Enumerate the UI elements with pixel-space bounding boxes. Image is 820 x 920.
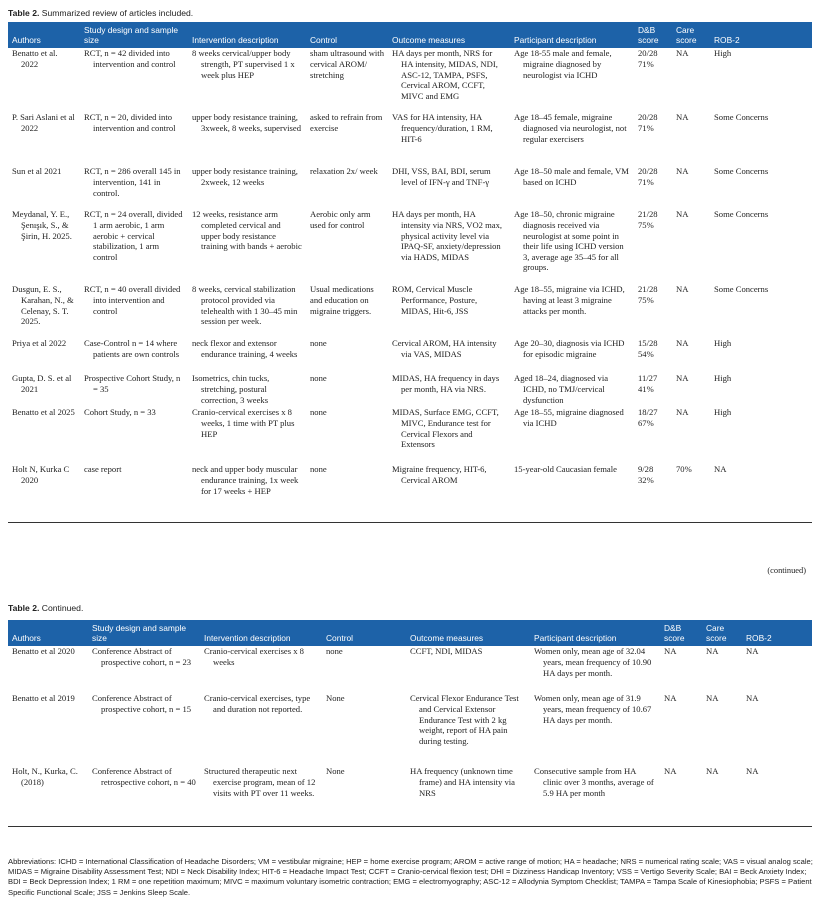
cell-intervention: [188, 338, 306, 373]
column-header-control: Control: [326, 633, 353, 644]
column-header-outcome-measures: Outcome measures: [410, 633, 484, 644]
cell-intervention: [188, 112, 306, 166]
summary-table-continued: [8, 620, 812, 827]
cell-intervention: [200, 646, 322, 693]
cell-text: NA: [664, 693, 677, 704]
cell-text: NA: [676, 407, 689, 418]
cell-text: NA: [676, 166, 689, 177]
cell-text: 18/27 67%: [638, 407, 658, 428]
cell-study-design: [80, 338, 188, 373]
table-row: [8, 338, 812, 373]
cell-study-design: [80, 464, 188, 522]
cell-study-design: [88, 646, 200, 693]
cell-study-design: [88, 693, 200, 766]
cell-rob2: [710, 209, 812, 284]
cell-rob2: [710, 166, 812, 209]
cell-text: Women only, mean age of 32.04 years, mean frequency of 10.90 HA days per month.: [534, 646, 652, 678]
cell-care-score: [672, 407, 710, 464]
column-header-study-design: Study design and sample size: [84, 25, 179, 46]
cell-participant-description: [510, 166, 634, 209]
cell-care-score: [672, 112, 710, 166]
cell-text: None: [326, 766, 345, 777]
cell-text: 8 weeks, cervical stabilization protocol provided via telehealth with 1 30–45 min session per week.: [192, 284, 298, 327]
cell-text: Some Concerns: [714, 166, 769, 177]
cell-control: [306, 209, 388, 284]
cell-text: HA frequency (unknown time frame) and HA intensity via NRS: [410, 766, 515, 798]
cell-care-score: [672, 48, 710, 112]
cell-text: Age 18–55, migraine via ICHD, having at least 3 migraine attacks per month.: [514, 284, 625, 316]
cell-text: NA: [676, 373, 689, 384]
cell-text: P. Sari Aslani et al 2022: [12, 112, 75, 133]
cell-intervention: [188, 284, 306, 338]
cell-participant-description: [510, 48, 634, 112]
continued-note: (continued): [767, 566, 806, 575]
cell-text: NA: [706, 693, 719, 704]
cell-text: 9/28 32%: [638, 464, 654, 485]
table-row: [8, 112, 812, 166]
cell-text: 15-year-old Caucasian female: [514, 464, 617, 475]
cell-authors: [8, 693, 88, 766]
cell-care-score: [672, 338, 710, 373]
cell-text: Benatto et al 2025: [12, 407, 75, 418]
cell-text: None: [326, 693, 345, 704]
cell-text: Cranio-cervical exercises x 8 weeks: [204, 646, 304, 667]
cell-text: High: [714, 407, 732, 418]
cell-study-design: [80, 373, 188, 407]
cell-text: Age 18–45 female, migraine diagnosed via neurologist, not regular exercisers: [514, 112, 627, 144]
cell-text: RCT, n = 286 overall 145 in intervention, 141 in control.: [84, 166, 181, 198]
cell-participant-description: [510, 112, 634, 166]
cell-rob2: [742, 766, 812, 826]
cell-text: Age 18-55 male and female, migraine diagnosed by neurologist via ICHD: [514, 48, 612, 80]
cell-text: High: [714, 373, 732, 384]
cell-authors: [8, 646, 88, 693]
cell-text: relaxation 2x/ week: [310, 166, 378, 177]
cell-participant-description: [510, 338, 634, 373]
table-row: [8, 646, 812, 693]
cell-participant-description: [510, 284, 634, 338]
column-header-participant-description: Participant description: [514, 35, 597, 46]
table-caption-label: Table 2.: [8, 8, 40, 18]
cell-intervention: [188, 48, 306, 112]
cell-text: Cohort Study, n = 33: [84, 407, 156, 418]
cell-control: [306, 464, 388, 522]
cell-text: none: [310, 407, 327, 418]
cell-text: Isometrics, chin tucks, stretching, postural correction, 3 weeks: [192, 373, 270, 405]
column-header-study-design: Study design and sample size: [92, 623, 187, 644]
cell-outcome-measures: [388, 407, 510, 464]
cell-text: case report: [84, 464, 122, 475]
cell-rob2: [710, 48, 812, 112]
table-row: [8, 693, 812, 766]
cell-outcome-measures: [406, 646, 530, 693]
cell-care-score: [672, 209, 710, 284]
column-header-participant-description: Participant description: [534, 633, 617, 644]
cell-text: NA: [706, 646, 719, 657]
cell-intervention: [188, 166, 306, 209]
cell-care-score: [702, 766, 742, 826]
cell-outcome-measures: [388, 112, 510, 166]
table-header-row: [8, 22, 812, 48]
cell-text: Meydanal, Y. E., Şenışık, S., & Şirin, H. 2025.: [12, 209, 72, 241]
cell-intervention: [200, 693, 322, 766]
cell-text: 70%: [676, 464, 692, 475]
cell-text: neck flexor and extensor endurance training, 4 weeks: [192, 338, 298, 359]
table-row: [8, 166, 812, 209]
table-caption-text: Continued.: [41, 603, 84, 613]
cell-care-score: [672, 464, 710, 522]
cell-intervention: [188, 407, 306, 464]
cell-control: [306, 407, 388, 464]
cell-text: NA: [746, 693, 759, 704]
cell-control: [306, 48, 388, 112]
cell-text: 21/28 75%: [638, 209, 658, 230]
cell-study-design: [80, 209, 188, 284]
cell-outcome-measures: [388, 464, 510, 522]
column-header-outcome-measures: Outcome measures: [392, 35, 466, 46]
cell-rob2: [710, 407, 812, 464]
cell-text: VAS for HA intensity, HA frequency/duration, 1 RM, HIT-6: [392, 112, 493, 144]
cell-authors: [8, 284, 80, 338]
cell-rob2: [742, 693, 812, 766]
cell-intervention: [188, 464, 306, 522]
cell-text: 8 weeks cervical/upper body strength, PT supervised 1 x week plus HEP: [192, 48, 295, 80]
cell-text: Cervical Flexor Endurance Test and Cervical Extensor Endurance Test with 2 kg weight, report of HA pain during testing.: [410, 693, 519, 746]
cell-db-score: [634, 166, 672, 209]
cell-text: Age 18–50 male and female, VM based on ICHD: [514, 166, 629, 187]
cell-text: 20/28 71%: [638, 112, 658, 133]
cell-authors: [8, 112, 80, 166]
cell-control: [322, 766, 406, 826]
table-row: [8, 407, 812, 464]
cell-text: 11/27 41%: [638, 373, 658, 394]
cell-control: [306, 338, 388, 373]
cell-outcome-measures: [388, 373, 510, 407]
table-header-row: [8, 620, 812, 646]
cell-care-score: [672, 166, 710, 209]
cell-participant-description: [530, 646, 660, 693]
cell-text: Some Concerns: [714, 209, 769, 220]
cell-text: Age 18–50, chronic migraine diagnosis received via neurologist at some point in their life using ICHD version 3, average age 35–45 for all groups.: [514, 209, 624, 273]
cell-control: [306, 166, 388, 209]
cell-text: Aerobic only arm used for control: [310, 209, 371, 230]
cell-text: MIDAS, HA frequency in days per month, HA via NRS.: [392, 373, 500, 394]
column-header-authors: Authors: [12, 35, 41, 46]
cell-authors: [8, 48, 80, 112]
column-header-rob2: ROB-2: [746, 633, 772, 644]
cell-intervention: [200, 766, 322, 826]
table-row: [8, 373, 812, 407]
cell-text: none: [310, 464, 327, 475]
cell-text: NA: [676, 209, 689, 220]
cell-text: Case-Control n = 14 where patients are own controls: [84, 338, 180, 359]
column-header-care-score: Care score: [676, 25, 697, 46]
cell-db-score: [634, 48, 672, 112]
cell-study-design: [80, 48, 188, 112]
cell-care-score: [672, 284, 710, 338]
cell-db-score: [634, 373, 672, 407]
cell-text: Cervical AROM, HA intensity via VAS, MIDAS: [392, 338, 497, 359]
cell-text: Priya et al 2022: [12, 338, 67, 349]
column-header-authors: Authors: [12, 633, 41, 644]
cell-text: Structured therapeutic next exercise program, mean of 12 visits with PT over 11 weeks.: [204, 766, 316, 798]
table-caption-text: Summarized review of articles included.: [41, 8, 194, 18]
cell-text: NA: [664, 646, 677, 657]
table-row: [8, 284, 812, 338]
cell-outcome-measures: [388, 284, 510, 338]
cell-db-score: [660, 693, 702, 766]
cell-text: Conference Abstract of prospective cohort, n = 23: [92, 646, 192, 667]
cell-text: NA: [746, 646, 759, 657]
cell-text: Some Concerns: [714, 284, 769, 295]
cell-text: Holt, N., Kurka, C. (2018): [12, 766, 78, 787]
cell-intervention: [188, 373, 306, 407]
cell-outcome-measures: [388, 338, 510, 373]
cell-text: Consecutive sample from HA clinic over 3 months, average of 5.9 HA per month: [534, 766, 654, 798]
cell-text: RCT, n = 20, divided into intervention and control: [84, 112, 176, 133]
column-header-care-score: Care score: [706, 623, 727, 644]
table-caption-label: Table 2.: [8, 603, 40, 613]
cell-authors: [8, 338, 80, 373]
cell-study-design: [80, 284, 188, 338]
cell-text: 20/28 71%: [638, 48, 658, 69]
cell-text: asked to refrain from exercise: [310, 112, 383, 133]
cell-text: NA: [664, 766, 677, 777]
cell-participant-description: [530, 766, 660, 826]
cell-outcome-measures: [406, 766, 530, 826]
table-row: [8, 766, 812, 826]
cell-authors: [8, 464, 80, 522]
cell-text: 20/28 71%: [638, 166, 658, 187]
cell-text: none: [326, 646, 343, 657]
cell-text: Benatto et al 2019: [12, 693, 75, 704]
cell-control: [322, 646, 406, 693]
cell-text: RCT, n = 40 overall divided into intervention and control: [84, 284, 181, 316]
cell-outcome-measures: [388, 166, 510, 209]
cell-care-score: [702, 646, 742, 693]
cell-text: Cranio-cervical exercises, type and duration not reported.: [204, 693, 311, 714]
cell-text: NA: [676, 284, 689, 295]
table-row: [8, 464, 812, 522]
cell-text: MIDAS, Surface EMG, CCFT, MIVC, Endurance test for Cervical Flexors and Extensors: [392, 407, 499, 450]
cell-text: Usual medications and education on migraine triggers.: [310, 284, 374, 316]
cell-text: NA: [676, 48, 689, 59]
cell-participant-description: [510, 209, 634, 284]
table-caption: [8, 8, 193, 18]
cell-outcome-measures: [388, 48, 510, 112]
cell-text: Conference Abstract of retrospective cohort, n = 40: [92, 766, 196, 787]
cell-text: upper body resistance training, 2xweek, 12 weeks: [192, 166, 298, 187]
cell-study-design: [80, 166, 188, 209]
table-row: [8, 209, 812, 284]
cell-text: NA: [714, 464, 727, 475]
cell-participant-description: [510, 407, 634, 464]
cell-db-score: [660, 646, 702, 693]
cell-text: HA days per month, NRS for HA intensity, MIDAS, NDI, ASC-12, TAMPA, PSFS, Cervical AROM, CCFT, MIVC and EMG: [392, 48, 498, 101]
column-header-intervention: Intervention description: [192, 35, 279, 46]
cell-intervention: [188, 209, 306, 284]
cell-text: Age 20–30, diagnosis via ICHD for episodic migraine: [514, 338, 625, 359]
cell-text: Some Concerns: [714, 112, 769, 123]
cell-text: Gupta, D. S. et al 2021: [12, 373, 72, 394]
cell-rob2: [710, 338, 812, 373]
cell-rob2: [710, 373, 812, 407]
cell-text: DHI, VSS, BAI, BDI, serum level of IFN-γ and TNF-γ: [392, 166, 491, 187]
table-caption-continued: [8, 603, 83, 613]
cell-text: Prospective Cohort Study, n = 35: [84, 373, 181, 394]
abbreviations-footnote: Abbreviations: ICHD = International Classification of Headache Disorders; VM = vestibular migraine; HEP = home exercise program; AROM = active range of motion; HA = headache; NRS = numerical rating scale; VAS = visual analog scale; MIDAS = Migraine Disability Assessment Test; NDI = Neck Disability Index; HIT-6 = Headache Impact Test; CCFT = Cranio-cervical flexion test; DHI = Dizziness Handicap Inventory; VSS = Vertigo Severity Scale; BAI = Beck Anxiety Index; BDI = Beck Depression Index; 1 RM = one repetition maximum; MIVC = maximum voluntary isometric contraction; EMG = electromyography; ASC-12 = Allodynia Symptom Checklist; TAMPA = Tampa Scale of Kinesiophobia; PSFS = Patient Specific Functional Scale; JSS = Jenkins Sleep Scale.: [8, 857, 813, 897]
cell-participant-description: [510, 373, 634, 407]
cell-text: NA: [746, 766, 759, 777]
cell-db-score: [634, 407, 672, 464]
cell-db-score: [660, 766, 702, 826]
cell-text: HA days per month, HA intensity via NRS, VO2 max, physical activity level via IPAQ-SF, anxiety/depression via HADS, MIDAS: [392, 209, 503, 262]
cell-study-design: [80, 112, 188, 166]
cell-text: RCT, n = 42 divided into intervention and control: [84, 48, 176, 69]
cell-participant-description: [510, 464, 634, 522]
cell-text: NA: [706, 766, 719, 777]
cell-text: 12 weeks, resistance arm completed cervical and upper body resistance training with bands + aerobic: [192, 209, 302, 252]
summary-table: [8, 22, 812, 523]
cell-text: 21/28 75%: [638, 284, 658, 305]
cell-care-score: [702, 693, 742, 766]
cell-participant-description: [530, 693, 660, 766]
cell-text: Sun et al 2021: [12, 166, 62, 177]
cell-outcome-measures: [388, 209, 510, 284]
cell-text: High: [714, 338, 732, 349]
cell-text: Conference Abstract of prospective cohort, n = 15: [92, 693, 192, 714]
cell-authors: [8, 166, 80, 209]
column-header-db-score: D&B score: [664, 623, 685, 644]
cell-text: CCFT, NDI, MIDAS: [410, 646, 483, 657]
column-header-control: Control: [310, 35, 337, 46]
cell-control: [306, 284, 388, 338]
cell-text: Aged 18–24, diagnosed via ICHD, no TMJ/cervical dysfunction: [514, 373, 609, 405]
cell-care-score: [672, 373, 710, 407]
cell-text: neck and upper body muscular endurance training, 1x week for 17 weeks + HEP: [192, 464, 299, 496]
cell-text: Women only, mean age of 31.9 years, mean frequency of 10.67 HA days per month.: [534, 693, 652, 725]
cell-authors: [8, 209, 80, 284]
cell-text: Dusgun, E. S., Karahan, N., & Celenay, S. T. 2025.: [12, 284, 74, 327]
cell-rob2: [710, 284, 812, 338]
cell-control: [322, 693, 406, 766]
cell-text: Cranio-cervical exercises x 8 weeks, 1 time with PT plus HEP: [192, 407, 295, 439]
cell-authors: [8, 407, 80, 464]
cell-text: NA: [676, 112, 689, 123]
cell-rob2: [710, 464, 812, 522]
cell-text: 15/28 54%: [638, 338, 658, 359]
cell-text: Migraine frequency, HIT-6, Cervical AROM: [392, 464, 487, 485]
cell-db-score: [634, 284, 672, 338]
cell-control: [306, 373, 388, 407]
cell-text: RCT, n = 24 overall, divided 1 arm aerobic, 1 arm aerobic + cervical stabilization, 1 arm control: [84, 209, 183, 262]
cell-db-score: [634, 209, 672, 284]
cell-text: sham ultrasound with cervical AROM/ stretching: [310, 48, 384, 80]
cell-text: upper body resistance training, 3xweek, 8 weeks, supervised: [192, 112, 301, 133]
cell-rob2: [710, 112, 812, 166]
cell-text: Benatto et al. 2022: [12, 48, 58, 69]
cell-text: Benatto et al 2020: [12, 646, 75, 657]
cell-control: [306, 112, 388, 166]
cell-authors: [8, 373, 80, 407]
cell-text: Age 18–55, migraine diagnosed via ICHD: [514, 407, 624, 428]
column-header-rob2: ROB-2: [714, 35, 740, 46]
cell-authors: [8, 766, 88, 826]
cell-text: none: [310, 338, 327, 349]
cell-text: NA: [676, 338, 689, 349]
column-header-db-score: D&B score: [638, 25, 659, 46]
cell-db-score: [634, 112, 672, 166]
cell-outcome-measures: [406, 693, 530, 766]
column-header-intervention: Intervention description: [204, 633, 291, 644]
cell-text: High: [714, 48, 732, 59]
cell-db-score: [634, 464, 672, 522]
cell-text: Holt N, Kurka C 2020: [12, 464, 70, 485]
cell-study-design: [80, 407, 188, 464]
cell-study-design: [88, 766, 200, 826]
cell-text: ROM, Cervical Muscle Performance, Posture, MIDAS, Hit-6, JSS: [392, 284, 478, 316]
cell-text: none: [310, 373, 327, 384]
cell-db-score: [634, 338, 672, 373]
table-row: [8, 48, 812, 112]
cell-rob2: [742, 646, 812, 693]
